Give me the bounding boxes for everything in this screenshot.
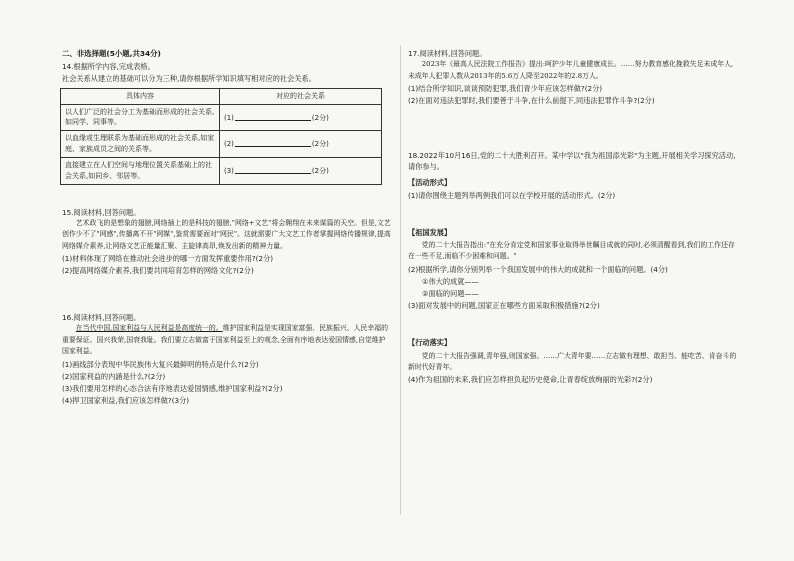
q16-sub-4: (4)捍卫国家利益,我们应该怎样做?(3分) xyxy=(62,396,190,406)
table-cell-answer xyxy=(220,158,382,185)
q17-sub-2: (2)在面对违法犯罪时,我们要善于斗争,在什么前提下,同违法犯罪作斗争?(2分) xyxy=(408,96,655,106)
q16-sub-1: (1)画线部分表现中华民族伟大复兴最鲜明的特点是什么?(2分) xyxy=(62,359,259,369)
table-row xyxy=(61,104,382,131)
answer-score: (2分) xyxy=(311,140,329,149)
q16-material-rest: 维护国家利益是实现国家富强、民族振兴、人民幸福的重要保证。国兴我荣,国衰我耻。我们要立志做富于国家利益至上的观念,全面有序地表达爱国情感,自觉维护国家利益。 xyxy=(62,324,389,356)
answer-number: (2) xyxy=(224,140,234,149)
answer-score: (2分) xyxy=(311,166,329,175)
q15-material: 艺术政飞的是想象的翅膀,网络插上的是科技的翅膀,"网络+文艺"将会翱翔在未来谋篇的天空。但是,文艺创作少不了"网感",传播离不开"网媒",鉴赏需要面对"网民"。这就需要广大文艺工作者掌握网络传播规律,提高网络媒介素养,让网络文艺正能量汇聚、主旋律高昂,焕发出新的精神力量。 xyxy=(62,218,391,250)
table-header-content: 具体内容 xyxy=(61,88,220,104)
q14-table xyxy=(60,88,382,185)
answer-blank[interactable] xyxy=(235,112,311,121)
left-column xyxy=(62,48,392,406)
table-cell-answer xyxy=(220,131,382,158)
table-cell-content: 直接建立在人们空间与地理位置关系基础上的社会关系,如同乡、邻居等。 xyxy=(61,158,220,185)
table-cell-content: 以血缘或生理联系为基础而形成的社会关系,如家庭、家族成员之间的关系等。 xyxy=(61,131,220,158)
q18-sub-2: (2)根据所学,请你分别列举一个我国发展中的伟大的成就和一个面临的问题。(4分) xyxy=(408,264,668,274)
q18-sub-1: (1)请你围绕主题列举两例我们可以在学校开展的活动形式。(2分) xyxy=(408,190,616,200)
q18-material-2: 党的二十大报告指出:"在充分肯定党和国家事业取得举世瞩目成就的同时,必须清醒看到,我们的工作还存在一些不足,面临不少困难和问题。" xyxy=(408,241,735,261)
answer-blank[interactable] xyxy=(235,138,311,147)
q16-sub-3: (3)我们要用怎样的心态合法有序地表达爱国情感,维护国家利益?(2分) xyxy=(62,383,283,393)
q17-material: 2023年《最高人民法院工作报告》提出:呵护少年儿童健康成长。……努力教育感化挽救失足未成年人,未成年人犯罪人数从2013年的5.6万人降至2022年的2.8万人。 xyxy=(408,60,734,80)
q18-tag-action: 【行动落实】 xyxy=(408,338,452,348)
column-divider xyxy=(400,45,401,515)
answer-blank[interactable] xyxy=(235,165,311,174)
q18-material-3: 党的二十大报告强调,青年强,则国家强。……广大青年要……立志做有理想、敢担当、能吃苦、肯奋斗的新时代好青年。 xyxy=(408,351,737,371)
q17-sub-1: (1)结合所学知识,谈谈预防犯罪,我们青少年应该怎样做?(2分) xyxy=(408,83,603,93)
q18-tag-activity: 【活动形式】 xyxy=(408,177,452,187)
q18-sub-4: (4)作为祖国的未来,我们应怎样担负起历史使命,让青春绽放绚丽的光彩?(2分) xyxy=(408,375,653,385)
q15-sub-2: (2)提高网络媒介素养,我们要共同培育怎样的网络文化?(2分) xyxy=(62,266,254,276)
table-cell-answer xyxy=(220,104,382,131)
q16-underlined-text: 在当代中国,国家利益与人民利益是高度统一的。 xyxy=(75,324,223,333)
q18-sub-3: (3)面对发展中的问题,国家正在哪些方面采取积极措施?(2分) xyxy=(408,301,600,311)
answer-score: (2分) xyxy=(311,113,329,122)
q18-tag-development: 【祖国发展】 xyxy=(408,227,452,237)
q16-material xyxy=(62,323,392,357)
q15-stem: 15.阅读材料,回答问题。 xyxy=(62,207,141,217)
answer-number: (3) xyxy=(224,166,234,175)
q16-stem: 16.阅读材料,回答问题。 xyxy=(62,313,141,323)
right-column xyxy=(408,48,740,386)
table-row xyxy=(61,131,382,158)
table-row xyxy=(61,158,382,185)
q15-sub-1: (1)材料体现了网络在推动社会进步的哪一方面发挥重要作用?(2分) xyxy=(62,254,274,264)
q18-sub-2a: ①伟大的成就—— xyxy=(422,276,479,286)
table-cell-content: 以人们广泛的社会分工为基础而形成的社会关系,如同学、同事等。 xyxy=(61,104,220,131)
q18-stem: 18.2022年10月16日,党的二十大胜利召开。某中学以"我为祖国添光彩"为主题,开展相关学习探究活动,请你参与。 xyxy=(408,151,736,172)
q18-sub-2b: ②面临的问题—— xyxy=(422,289,479,299)
table-header-relation: 对应的社会关系 xyxy=(220,88,382,104)
q16-sub-2: (2)国家利益的内涵是什么?(2分) xyxy=(62,371,166,381)
q14-stem: 14.根据所学内容,完成表格。 xyxy=(62,62,155,72)
table-header-row xyxy=(61,88,382,104)
answer-number: (1) xyxy=(224,113,234,122)
section-heading: 二、非选择题(5小题,共34分) xyxy=(62,49,161,58)
q14-intro: 社会关系从建立的基础可以分为三种,请你根据所学知识填写相对应的社会关系。 xyxy=(62,73,316,83)
q17-stem: 17.阅读材料,回答问题。 xyxy=(408,49,487,58)
